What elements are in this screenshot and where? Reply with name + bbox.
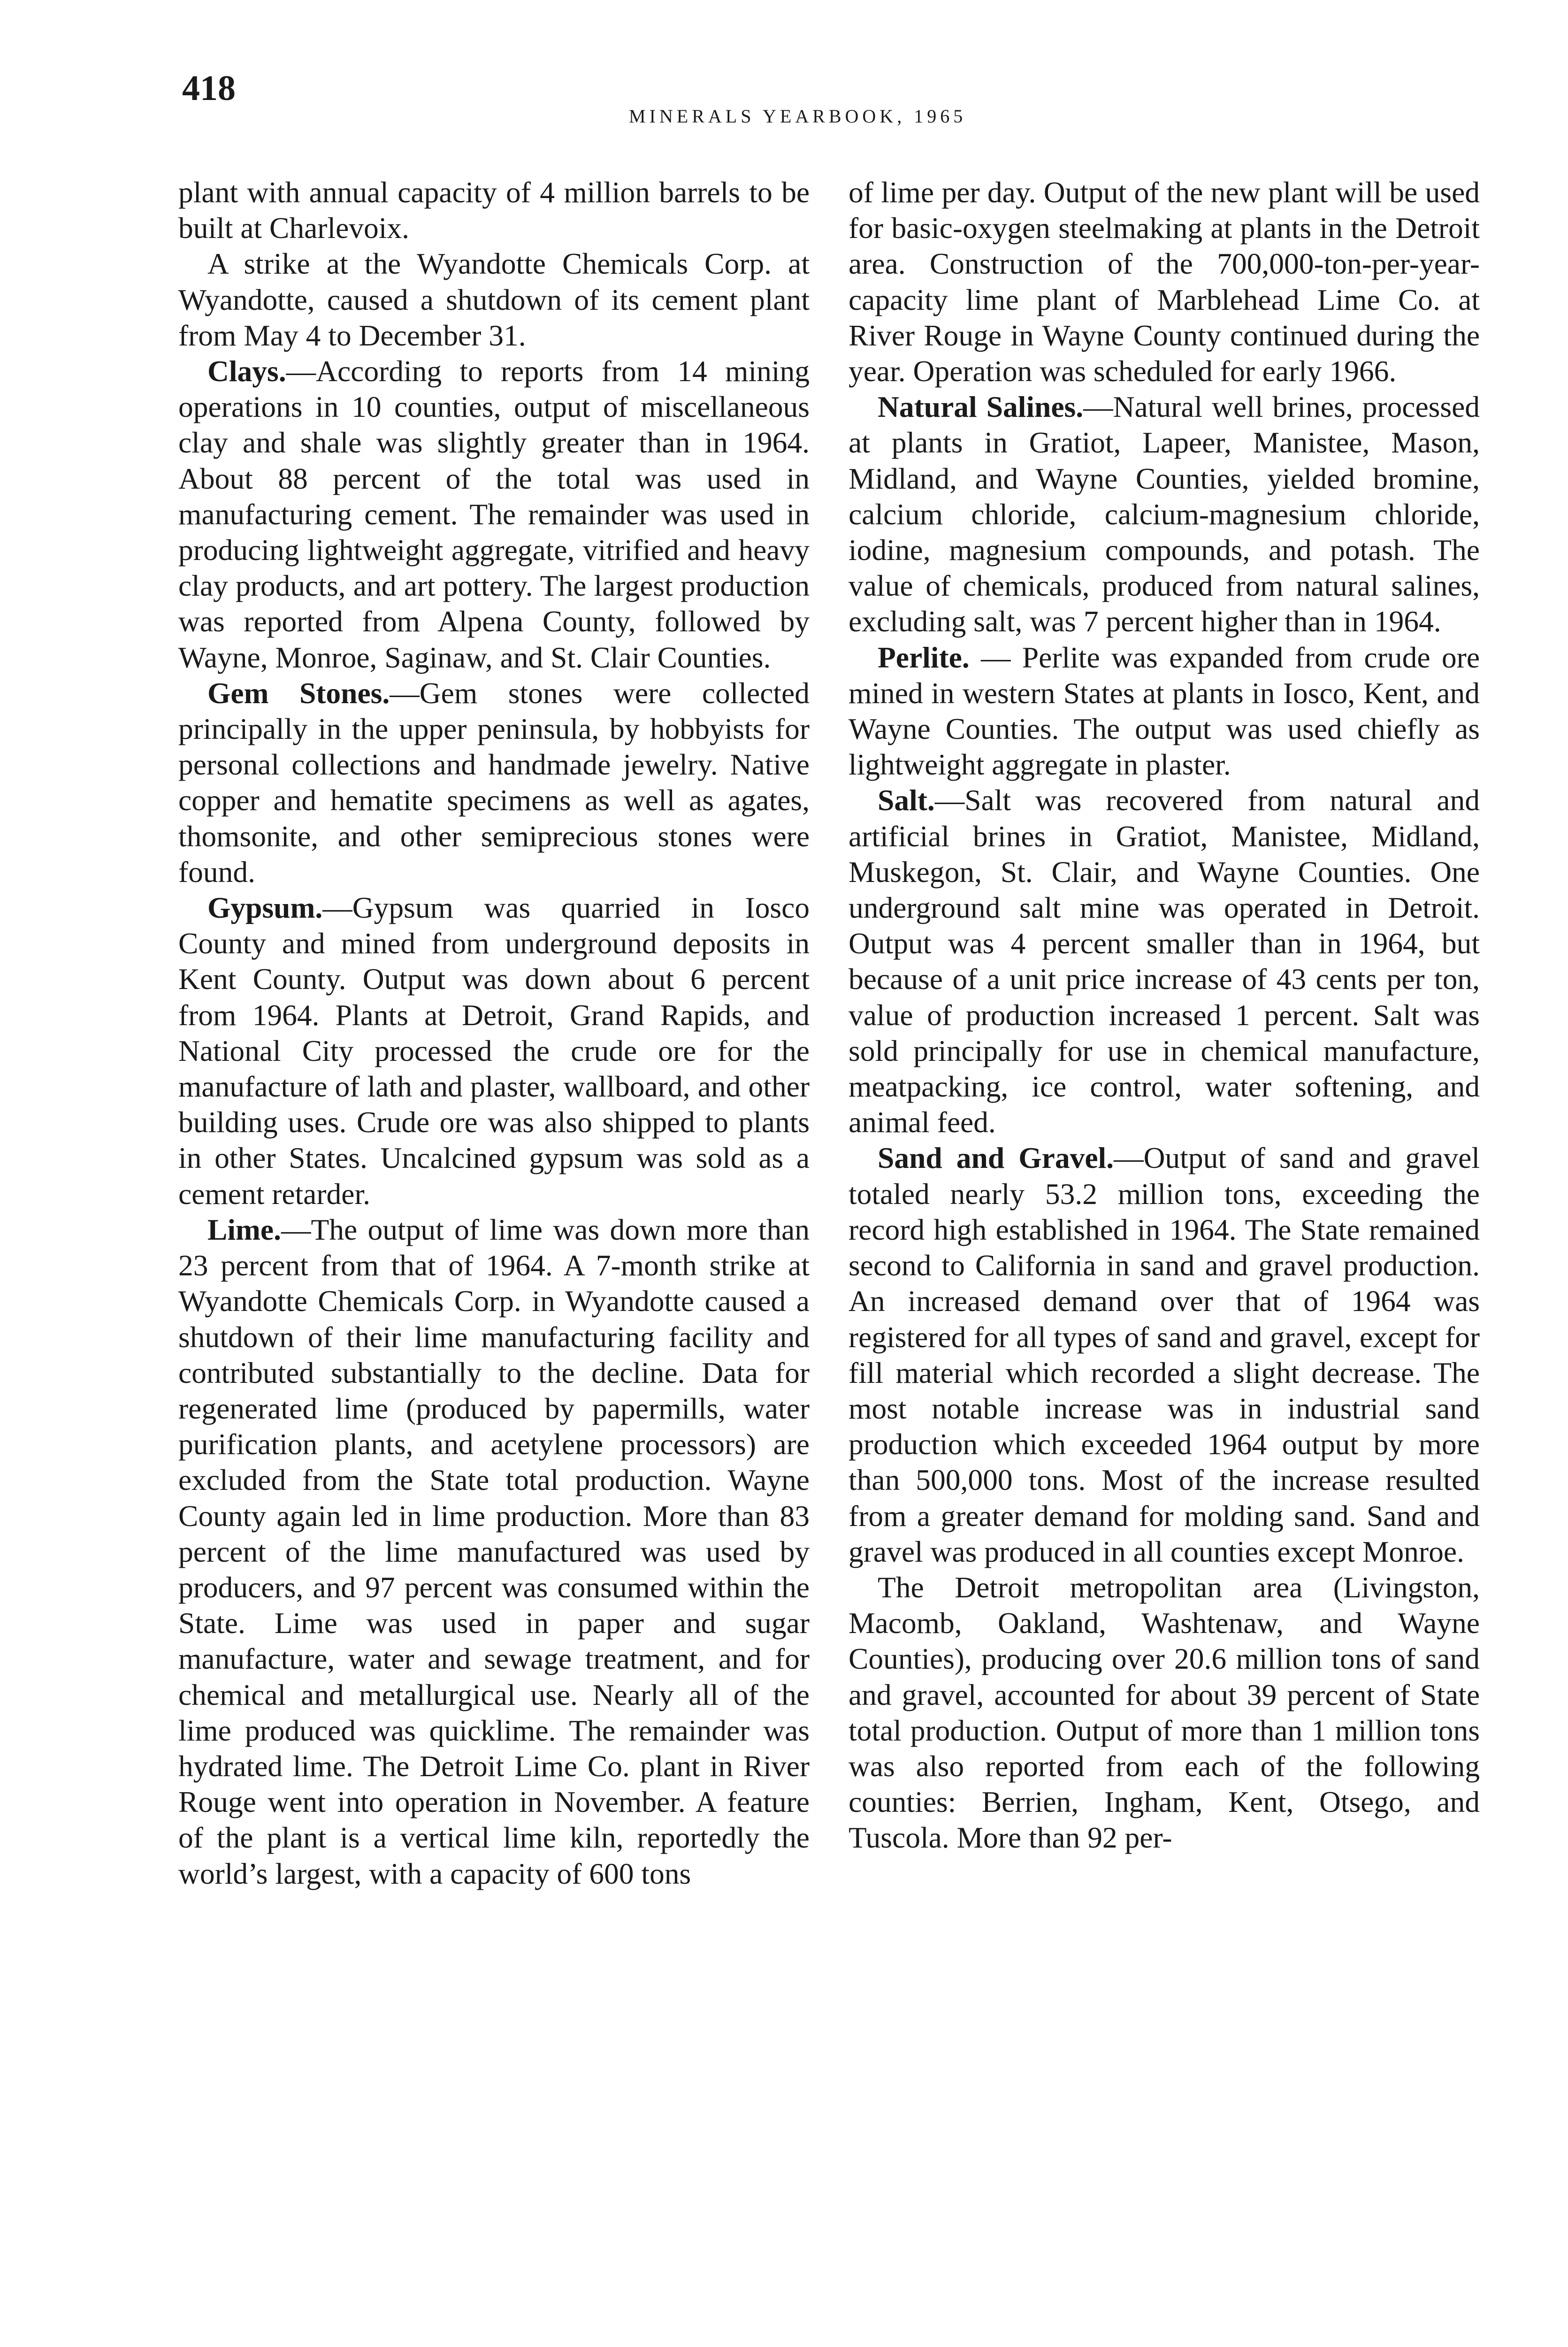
paragraph-cement-continued: plant with annual capacity of 4 million barrels to be built at Charlevoix. xyxy=(178,176,810,245)
heading-perlite: Perlite. xyxy=(878,640,970,674)
text-gem-stones: —Gem stones were collected principally in the upper peninsula, by hobbyists for personal collections and handmade jewelry. Native copper and hematite specimens as well as agates, thomsonite, and other semiprecious stones were found. xyxy=(178,676,810,889)
paragraph-wyandotte-strike: A strike at the Wyandotte Chemicals Corp. at Wyandotte, caused a shutdown of its cement plant from May 4 to December 31. xyxy=(178,247,810,352)
paragraph-gypsum xyxy=(178,890,810,1212)
heading-sand-and-gravel: Sand and Gravel. xyxy=(878,1141,1114,1175)
page-number: 418 xyxy=(182,69,236,108)
paragraph-perlite xyxy=(849,640,1480,783)
left-column xyxy=(178,175,810,1892)
paragraph-detroit-metro: The Detroit metropolitan area (Livingston, Macomb, Oakland, Washtenaw, and Wayne Counties), producing over 20.6 million tons of sand and gravel, accounted for about 39 percent of State total production. Output of more than 1 million tons was also reported from each of the following counties: Berrien, Ingham, Kent, Otsego, and Tuscola. More than 92 per- xyxy=(849,1570,1480,1855)
text-gypsum: —Gypsum was quarried in Iosco County and mined from underground deposits in Kent County. Output was down about 6 percent from 1964. Plants at Detroit, Grand Rapids, and National City processed the crude ore for the manufacture of lath and plaster, wallboard, and other building uses. Crude ore was also shipped to plants in other States. Uncalcined gypsum was sold as a cement retarder. xyxy=(178,891,810,1211)
text-lime: —The output of lime was down more than 23 percent from that of 1964. A 7-month strike at Wyandotte Chemicals Corp. in Wyandotte caused a shutdown of their lime manufacturing facility and contributed substantially to the decline. Data for regenerated lime (produced by papermills, water purification plants, and acetylene processors) are excluded from the State total production. Wayne County again led in lime production. More than 83 percent of the lime manufactured was used by producers, and 97 percent was consumed within the State. Lime was used in paper and sugar manufacture, water and sewage treatment, and for chemical and metallurgical use. Nearly all of the lime produced was quicklime. The remainder was hydrated lime. The Detroit Lime Co. plant in River Rouge went into operation in November. A feature of the plant is a vertical lime kiln, reportedly the world’s largest, with a capacity of 600 tons xyxy=(178,1212,810,1890)
heading-gypsum: Gypsum. xyxy=(207,891,323,925)
heading-salt: Salt. xyxy=(878,783,935,817)
heading-natural-salines: Natural Salines. xyxy=(878,390,1084,424)
paragraph-salt xyxy=(849,782,1480,1140)
text-salt: —Salt was recovered from natural and artificial brines in Gratiot, Manistee, Midland, Muskegon, St. Clair, and Wayne Counties. One underground salt mine was operated in Detroit. Output was 4 percent smaller than in 1964, but because of a unit price increase of 43 cents per ton, value of production increased 1 percent. Salt was sold principally for use in chemical manufacture, meatpacking, ice control, water softening, and animal feed. xyxy=(849,783,1480,1139)
paragraph-sand-and-gravel xyxy=(849,1140,1480,1569)
heading-gem-stones: Gem Stones. xyxy=(207,676,390,710)
paragraph-natural-salines xyxy=(849,389,1480,639)
text-perlite: — Perlite was expanded from crude ore mined in western States at plants in Iosco, Kent, and Wayne Counties. The output was used chiefly as lightweight aggregate in plaster. xyxy=(849,640,1480,782)
heading-clays: Clays. xyxy=(207,354,286,388)
running-head: MINERALS YEARBOOK, 1965 xyxy=(629,106,967,127)
text-sand-and-gravel: —Output of sand and gravel totaled nearly 53.2 million tons, exceeding the record high established in 1964. The State remained second to California in sand and gravel production. An increased demand over that of 1964 was registered for all types of sand and gravel, except for fill material which recorded a slight decrease. The most notable increase was in industrial sand production which exceeded 1964 output by more than 500,000 tons. Most of the increase resulted from a greater demand for molding sand. Sand and gravel was produced in all counties except Monroe. xyxy=(849,1141,1480,1568)
paragraph-clays xyxy=(178,353,810,675)
heading-lime: Lime. xyxy=(207,1212,281,1246)
paragraph-gem-stones xyxy=(178,675,810,890)
text-clays: —According to reports from 14 mining operations in 10 counties, output of miscellaneous clay and shale was slightly greater than in 1964. About 88 percent of the total was used in manufacturing cement. The remainder was used in producing lightweight aggregate, vitrified and heavy clay products, and art pottery. The largest production was reported from Alpena County, followed by Wayne, Monroe, Saginaw, and St. Clair Counties. xyxy=(178,354,810,674)
text-natural-salines: —Natural well brines, processed at plants in Gratiot, Lapeer, Manistee, Mason, Midland, and Wayne Counties, yielded bromine, calcium chloride, calcium-magnesium chloride, iodine, magnesium compounds, and potash. The value of chemicals, produced from natural salines, excluding salt, was 7 percent higher than in 1964. xyxy=(849,390,1480,638)
right-column xyxy=(849,175,1480,1856)
paragraph-lime xyxy=(178,1212,810,1892)
paragraph-lime-continued: of lime per day. Output of the new plant will be used for basic-oxygen steelmaking at plants in the Detroit area. Construction of the 700,000-ton-per-year-capacity lime plant of Marblehead Lime Co. at River Rouge in Wayne County continued during the year. Operation was scheduled for early 1966. xyxy=(849,176,1480,388)
